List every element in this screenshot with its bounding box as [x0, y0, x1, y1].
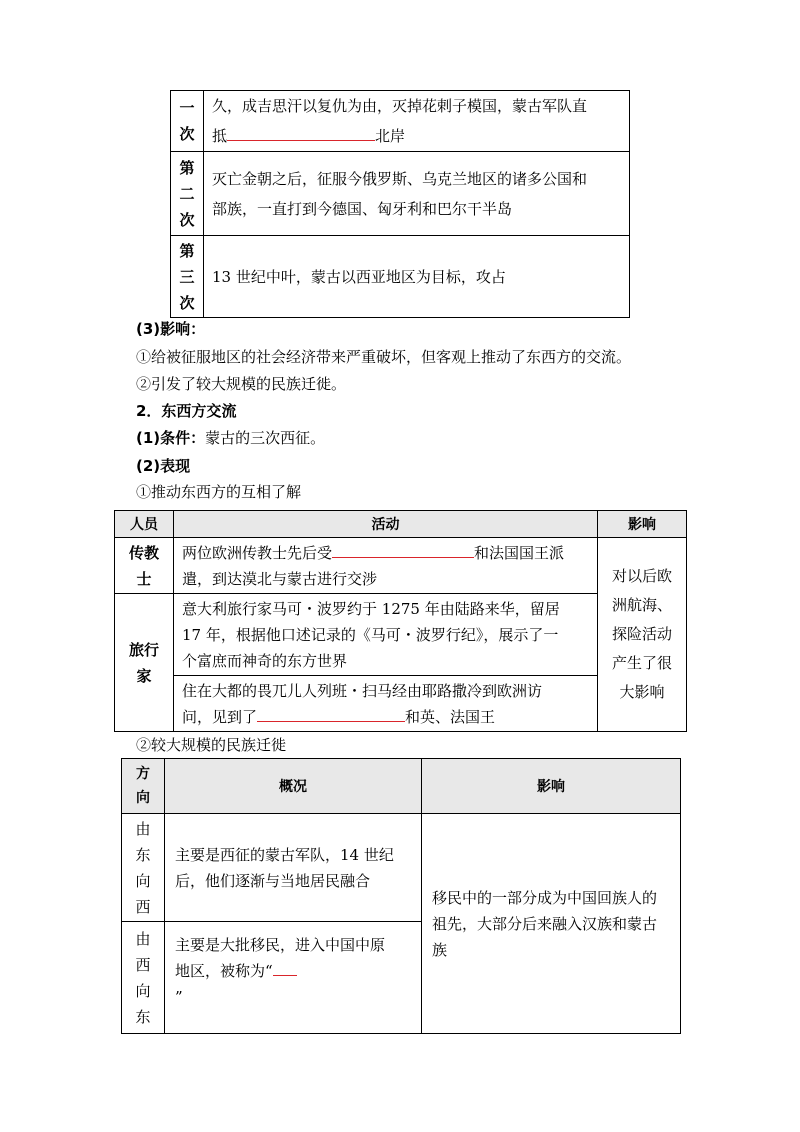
influence-item-2: ②引发了较大规模的民族迁徙。 [136, 375, 347, 393]
row-text-third: 13 世纪中叶，蒙古以西亚地区为目标，攻占 [204, 236, 630, 318]
impact-cell: 对以后欧 洲航海、 探险活动 产生了很 大影响 [598, 538, 687, 732]
row-label-second: 第 二 次 [171, 152, 204, 236]
row-text-second: 灭亡金朝之后，征服今俄罗斯、乌克兰地区的诸多公国和 部族，一直打到今德国、匈牙利和巴尔干半岛 [204, 152, 630, 236]
marco-polo-activity: 意大利旅行家马可・波罗约于 1275 年由陆路来华，留居 17 年，根据他口述记录的《马可・波罗行纪》，展示了一 个富庶而神奇的东方世界 [174, 594, 598, 676]
sub-heading-1: ①推动东西方的互相了解 [136, 483, 302, 501]
overview-west-to-east: 主要是大批移民，进入中国中原 地区，被称为“ ” [165, 922, 422, 1034]
missionary-label: 传教 士 [115, 538, 174, 594]
table-row [122, 814, 681, 922]
table-row [171, 91, 630, 152]
header-person: 人员 [115, 511, 174, 538]
influence-item-1: ①给被征服地区的社会经济带来严重破坏，但客观上推动了东西方的交流。 [136, 348, 632, 366]
table-header-row [115, 511, 687, 538]
table-header-row [122, 759, 681, 814]
header-overview: 概况 [165, 759, 422, 814]
answer-blank[interactable] [273, 961, 297, 976]
sub-heading-2: ②较大规模的民族迁徙 [136, 736, 287, 754]
migration-impact-cell: 移民中的一部分成为中国回族人的 祖先，大部分后来融入汉族和蒙古 族 [422, 814, 681, 1034]
table-row [171, 236, 630, 318]
table-row [171, 152, 630, 236]
header-migration-impact: 影响 [422, 759, 681, 814]
section-heading: 2．东西方交流 [136, 402, 237, 420]
answer-blank[interactable] [257, 707, 405, 722]
conquest-table [170, 90, 630, 318]
answer-blank[interactable] [227, 126, 375, 141]
condition-line: (1)条件：蒙古的三次西征。 [136, 429, 326, 447]
header-impact: 影响 [598, 511, 687, 538]
migration-table [121, 758, 681, 1034]
header-activity: 活动 [174, 511, 598, 538]
rabban-activity: 住在大都的畏兀儿人列班・扫马经由耶路撒冷到欧洲访 问，见到了 和英、法国王 [174, 676, 598, 732]
traveler-label: 旅行 家 [115, 594, 174, 732]
row-label-first: 一 次 [171, 91, 204, 152]
performance-heading: (2)表现 [136, 457, 191, 475]
row-label-third: 第 三 次 [171, 236, 204, 318]
influence-heading: (3)影响： [136, 320, 206, 338]
overview-east-to-west: 主要是西征的蒙古军队，14 世纪 后，他们逐渐与当地居民融合 [165, 814, 422, 922]
answer-blank[interactable] [332, 543, 474, 558]
exchange-table [114, 510, 687, 732]
missionary-activity: 两位欧洲传教士先后受 和法国国王派 遣，到达漠北与蒙古进行交涉 [174, 538, 598, 594]
row-text-first: 久，成吉思汗以复仇为由，灭掉花剌子模国，蒙古军队直 抵 北岸 [204, 91, 630, 152]
direction-west-to-east: 由 西 向 东 [122, 922, 165, 1034]
table-row [115, 538, 687, 594]
direction-east-to-west: 由 东 向 西 [122, 814, 165, 922]
header-direction: 方 向 [122, 759, 165, 814]
